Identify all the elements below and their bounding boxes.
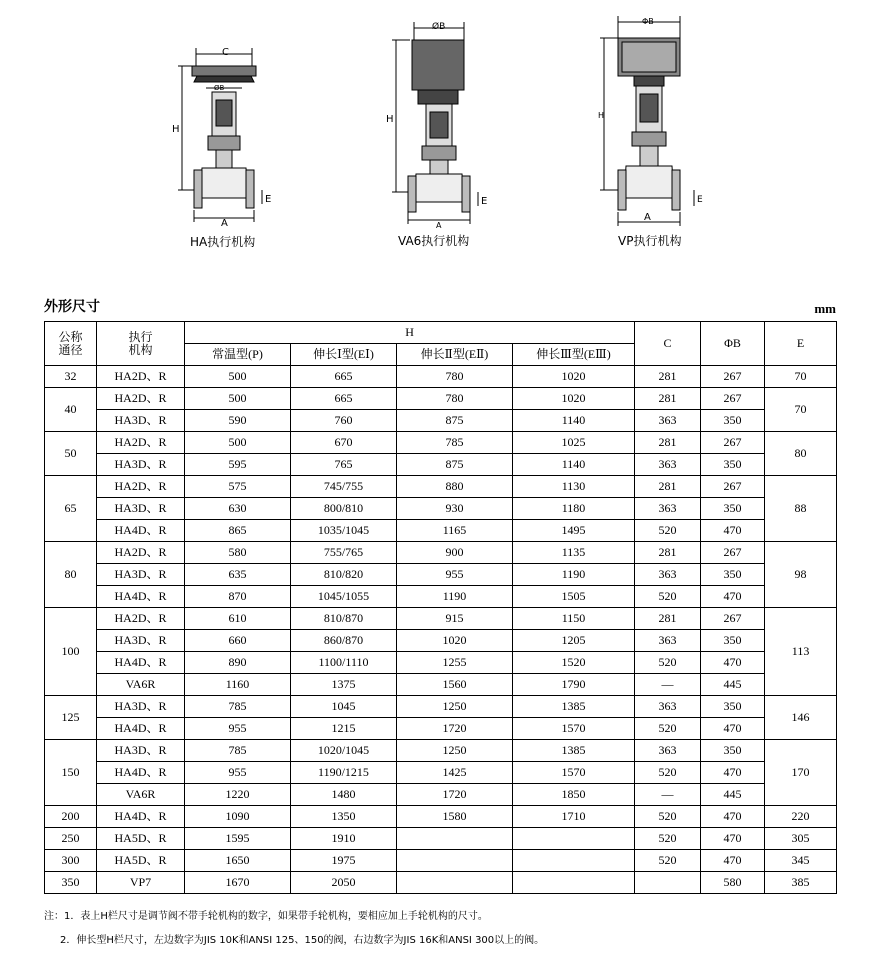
cell-h-p: 1595 [185, 828, 291, 850]
cell-e: 220 [765, 806, 837, 828]
header-act-line1: 执行 [128, 329, 153, 344]
cell-h-e2: 1250 [397, 740, 513, 762]
cell-actuator: VP7 [97, 872, 185, 894]
cell-c: 520 [635, 828, 701, 850]
cell-dn: 32 [45, 366, 97, 388]
cell-h-e3: 1520 [513, 652, 635, 674]
cell-actuator: HA4D、R [97, 652, 185, 674]
cell-h-e1: 810/820 [291, 564, 397, 586]
table-row [45, 806, 837, 828]
va6-label-a: A [436, 221, 442, 230]
cell-h-e1: 1190/1215 [291, 762, 397, 784]
cell-h-p: 1220 [185, 784, 291, 806]
table-row [45, 696, 837, 718]
cell-c: 520 [635, 652, 701, 674]
table-row [45, 454, 837, 476]
cell-h-e3: 1570 [513, 762, 635, 784]
cell-actuator: HA4D、R [97, 762, 185, 784]
cell-h-e1: 1045 [291, 696, 397, 718]
cell-actuator: HA3D、R [97, 696, 185, 718]
figure-vp [594, 14, 714, 248]
cell-c: 281 [635, 542, 701, 564]
cell-c: 520 [635, 762, 701, 784]
table-row [45, 388, 837, 410]
cell-b: 470 [701, 652, 765, 674]
dimensions-table [44, 321, 837, 894]
header-b: ΦB [701, 322, 765, 366]
cell-c: 363 [635, 740, 701, 762]
cell-h-p: 500 [185, 366, 291, 388]
cell-actuator: HA2D、R [97, 366, 185, 388]
cell-h-e2: 1720 [397, 784, 513, 806]
cell-h-e3: 1495 [513, 520, 635, 542]
cell-h-p: 1670 [185, 872, 291, 894]
cell-actuator: HA2D、R [97, 608, 185, 630]
table-row [45, 410, 837, 432]
cell-h-e2 [397, 850, 513, 872]
cell-actuator: HA4D、R [97, 806, 185, 828]
cell-dn: 350 [45, 872, 97, 894]
cell-c: 281 [635, 432, 701, 454]
cell-h-p: 785 [185, 740, 291, 762]
cell-h-e1: 2050 [291, 872, 397, 894]
cell-h-e1: 1020/1045 [291, 740, 397, 762]
table-row [45, 586, 837, 608]
cell-h-e1: 1375 [291, 674, 397, 696]
header-h-e1: 伸长Ⅰ型(EⅠ) [291, 344, 397, 366]
cell-h-e2: 875 [397, 454, 513, 476]
cell-b: 350 [701, 410, 765, 432]
cell-h-e3: 1025 [513, 432, 635, 454]
table-row [45, 630, 837, 652]
cell-c: 363 [635, 410, 701, 432]
cell-c: 520 [635, 718, 701, 740]
cell-b: 350 [701, 498, 765, 520]
vp-label-a: A [644, 212, 651, 223]
cell-b: 267 [701, 476, 765, 498]
cell-h-e1: 1480 [291, 784, 397, 806]
cell-h-p: 590 [185, 410, 291, 432]
header-e: E [765, 322, 837, 366]
cell-h-p: 1160 [185, 674, 291, 696]
cell-b: 445 [701, 674, 765, 696]
cell-h-e3: 1140 [513, 410, 635, 432]
figure-va6 [384, 16, 504, 248]
cell-c [635, 872, 701, 894]
cell-h-e1: 860/870 [291, 630, 397, 652]
cell-h-e3: 1850 [513, 784, 635, 806]
cell-dn: 150 [45, 740, 97, 806]
table-row [45, 674, 837, 696]
cell-h-e3: 1505 [513, 586, 635, 608]
notes [44, 910, 544, 958]
header-actuator [97, 322, 185, 366]
cell-h-e1: 665 [291, 366, 397, 388]
cell-actuator: HA2D、R [97, 542, 185, 564]
cell-h-e2: 1190 [397, 586, 513, 608]
cell-h-e2: 915 [397, 608, 513, 630]
cell-h-e3 [513, 872, 635, 894]
cell-e: 98 [765, 542, 837, 608]
cell-h-e1: 745/755 [291, 476, 397, 498]
cell-e: 305 [765, 828, 837, 850]
cell-c: 363 [635, 564, 701, 586]
cell-h-e1: 1100/1110 [291, 652, 397, 674]
cell-b: 470 [701, 828, 765, 850]
cell-h-p: 610 [185, 608, 291, 630]
table-row [45, 542, 837, 564]
cell-e: 80 [765, 432, 837, 476]
cell-h-p: 870 [185, 586, 291, 608]
cell-h-p: 635 [185, 564, 291, 586]
cell-b: 350 [701, 454, 765, 476]
cell-dn: 100 [45, 608, 97, 696]
table-row [45, 740, 837, 762]
cell-e: 385 [765, 872, 837, 894]
va6-label-e: E [481, 196, 488, 207]
cell-dn: 125 [45, 696, 97, 740]
cell-b: 470 [701, 850, 765, 872]
cell-h-e3: 1710 [513, 806, 635, 828]
cell-b: 350 [701, 740, 765, 762]
table-row [45, 850, 837, 872]
cell-actuator: HA4D、R [97, 718, 185, 740]
table-row [45, 476, 837, 498]
cell-h-e2 [397, 828, 513, 850]
va6-caption: VA6执行机构 [398, 234, 470, 248]
cell-e: 345 [765, 850, 837, 872]
cell-e: 70 [765, 366, 837, 388]
cell-h-e1: 665 [291, 388, 397, 410]
cell-h-e2: 780 [397, 366, 513, 388]
cell-h-e1: 755/765 [291, 542, 397, 564]
cell-h-p: 1090 [185, 806, 291, 828]
vp-caption: VP执行机构 [618, 234, 682, 248]
header-h: H [185, 322, 635, 344]
ha-label-a: A [221, 218, 228, 229]
cell-c: 363 [635, 498, 701, 520]
cell-h-e1: 810/870 [291, 608, 397, 630]
cell-dn: 250 [45, 828, 97, 850]
cell-h-e3: 1135 [513, 542, 635, 564]
cell-h-e3: 1130 [513, 476, 635, 498]
cell-b: 470 [701, 520, 765, 542]
header-h-e2: 伸长Ⅱ型(EⅡ) [397, 344, 513, 366]
cell-actuator: HA4D、R [97, 586, 185, 608]
header-c: C [635, 322, 701, 366]
cell-h-e3 [513, 850, 635, 872]
cell-b: 470 [701, 718, 765, 740]
cell-h-p: 500 [185, 432, 291, 454]
valve-figures [0, 0, 880, 260]
va6-label-h: H [386, 114, 394, 125]
cell-h-e3 [513, 828, 635, 850]
cell-dn: 65 [45, 476, 97, 542]
header-dn-line2: 通径 [58, 342, 83, 357]
ha-label-e: E [265, 194, 272, 205]
cell-h-e2 [397, 872, 513, 894]
cell-actuator: VA6R [97, 784, 185, 806]
cell-h-e2: 880 [397, 476, 513, 498]
table-row [45, 608, 837, 630]
cell-b: 350 [701, 696, 765, 718]
cell-h-e2: 1580 [397, 806, 513, 828]
table-row [45, 784, 837, 806]
cell-b: 267 [701, 608, 765, 630]
cell-h-p: 660 [185, 630, 291, 652]
cell-h-p: 575 [185, 476, 291, 498]
cell-c: — [635, 784, 701, 806]
cell-h-p: 500 [185, 388, 291, 410]
cell-h-e3: 1570 [513, 718, 635, 740]
cell-h-e1: 760 [291, 410, 397, 432]
cell-h-e2: 1020 [397, 630, 513, 652]
cell-h-e2: 780 [397, 388, 513, 410]
table-row [45, 564, 837, 586]
cell-h-e3: 1020 [513, 366, 635, 388]
cell-e: 70 [765, 388, 837, 432]
cell-c: 281 [635, 608, 701, 630]
cell-b: 267 [701, 432, 765, 454]
cell-b: 470 [701, 806, 765, 828]
cell-b: 580 [701, 872, 765, 894]
cell-h-e1: 1975 [291, 850, 397, 872]
vp-label-e: E [697, 195, 703, 205]
cell-c: 520 [635, 850, 701, 872]
cell-h-e2: 900 [397, 542, 513, 564]
cell-h-p: 955 [185, 718, 291, 740]
cell-h-e2: 955 [397, 564, 513, 586]
cell-h-e3: 1020 [513, 388, 635, 410]
cell-e: 88 [765, 476, 837, 542]
cell-h-e1: 800/810 [291, 498, 397, 520]
table-row [45, 762, 837, 784]
header-dn [45, 322, 97, 366]
cell-h-e2: 1250 [397, 696, 513, 718]
cell-actuator: HA3D、R [97, 630, 185, 652]
cell-h-e1: 765 [291, 454, 397, 476]
cell-actuator: VA6R [97, 674, 185, 696]
cell-c: 281 [635, 476, 701, 498]
cell-c: 363 [635, 696, 701, 718]
cell-dn: 40 [45, 388, 97, 432]
cell-dn: 300 [45, 850, 97, 872]
cell-h-e3: 1790 [513, 674, 635, 696]
table-row [45, 872, 837, 894]
cell-actuator: HA2D、R [97, 388, 185, 410]
header-act-line2: 机构 [128, 342, 153, 357]
cell-b: 445 [701, 784, 765, 806]
cell-h-p: 890 [185, 652, 291, 674]
cell-c: 520 [635, 806, 701, 828]
cell-actuator: HA3D、R [97, 498, 185, 520]
ha-caption: HA执行机构 [190, 235, 256, 249]
cell-h-e1: 1350 [291, 806, 397, 828]
cell-h-p: 955 [185, 762, 291, 784]
vp-label-h: H [598, 111, 605, 120]
cell-h-e3: 1150 [513, 608, 635, 630]
cell-dn: 50 [45, 432, 97, 476]
table-body [45, 366, 837, 894]
cell-actuator: HA3D、R [97, 410, 185, 432]
cell-h-e1: 670 [291, 432, 397, 454]
cell-b: 350 [701, 630, 765, 652]
cell-e: 113 [765, 608, 837, 696]
cell-h-p: 630 [185, 498, 291, 520]
cell-h-e2: 875 [397, 410, 513, 432]
cell-h-e2: 1425 [397, 762, 513, 784]
cell-c: 520 [635, 520, 701, 542]
cell-actuator: HA5D、R [97, 828, 185, 850]
cell-b: 267 [701, 542, 765, 564]
cell-h-e3: 1205 [513, 630, 635, 652]
cell-e: 170 [765, 740, 837, 806]
table-row [45, 652, 837, 674]
cell-actuator: HA4D、R [97, 520, 185, 542]
note-2: 2．伸长型H栏尺寸，左边数字为JIS 10K和ANSI 125、150的阀，右边数字为JIS 16K和ANSI 300以上的阀。 [60, 935, 545, 946]
figure-ha [168, 40, 288, 249]
cell-h-e2: 1560 [397, 674, 513, 696]
cell-c: 281 [635, 388, 701, 410]
cell-b: 267 [701, 366, 765, 388]
va6-label-b: ØB [432, 22, 446, 32]
table-row [45, 828, 837, 850]
cell-h-e2: 1255 [397, 652, 513, 674]
section-title: 外形尺寸 [44, 299, 100, 315]
cell-b: 470 [701, 586, 765, 608]
unit-label: mm [814, 301, 836, 316]
cell-h-e1: 1215 [291, 718, 397, 740]
table-row [45, 366, 837, 388]
cell-b: 267 [701, 388, 765, 410]
cell-b: 350 [701, 564, 765, 586]
ha-label-h: H [172, 124, 180, 135]
cell-h-e1: 1035/1045 [291, 520, 397, 542]
cell-c: — [635, 674, 701, 696]
cell-e: 146 [765, 696, 837, 740]
cell-actuator: HA5D、R [97, 850, 185, 872]
vp-actuator-drawing [594, 14, 714, 230]
cell-actuator: HA3D、R [97, 740, 185, 762]
cell-h-e2: 930 [397, 498, 513, 520]
ha-actuator-drawing [168, 40, 288, 230]
header-h-p: 常温型(P) [185, 344, 291, 366]
header-h-e3: 伸长Ⅲ型(EⅢ) [513, 344, 635, 366]
cell-h-p: 785 [185, 696, 291, 718]
cell-actuator: HA3D、R [97, 564, 185, 586]
table-row [45, 432, 837, 454]
table-row [45, 718, 837, 740]
cell-h-e3: 1140 [513, 454, 635, 476]
note-1: 注：1．表上H栏尺寸是调节阀不带手轮机构的数字，如果带手轮机构，要相应加上手轮机构的尺寸。 [44, 911, 488, 922]
cell-actuator: HA2D、R [97, 432, 185, 454]
va6-actuator-drawing [384, 16, 504, 230]
cell-h-e3: 1385 [513, 696, 635, 718]
cell-h-p: 865 [185, 520, 291, 542]
table-row [45, 498, 837, 520]
cell-actuator: HA2D、R [97, 476, 185, 498]
cell-h-e3: 1190 [513, 564, 635, 586]
cell-h-e2: 1720 [397, 718, 513, 740]
vp-label-b: ΦB [642, 17, 654, 26]
cell-dn: 200 [45, 806, 97, 828]
cell-c: 363 [635, 630, 701, 652]
cell-h-e2: 1165 [397, 520, 513, 542]
cell-b: 470 [701, 762, 765, 784]
cell-h-e3: 1180 [513, 498, 635, 520]
cell-c: 363 [635, 454, 701, 476]
cell-actuator: HA3D、R [97, 454, 185, 476]
cell-h-p: 595 [185, 454, 291, 476]
cell-dn: 80 [45, 542, 97, 608]
table-row [45, 520, 837, 542]
ha-label-c: C [222, 47, 229, 58]
cell-h-p: 1650 [185, 850, 291, 872]
cell-c: 520 [635, 586, 701, 608]
cell-c: 281 [635, 366, 701, 388]
ha-label-b: ØB [214, 84, 225, 92]
header-dn-line1: 公称 [58, 329, 83, 344]
cell-h-p: 580 [185, 542, 291, 564]
cell-h-e2: 785 [397, 432, 513, 454]
cell-h-e1: 1045/1055 [291, 586, 397, 608]
cell-h-e1: 1910 [291, 828, 397, 850]
cell-h-e3: 1385 [513, 740, 635, 762]
